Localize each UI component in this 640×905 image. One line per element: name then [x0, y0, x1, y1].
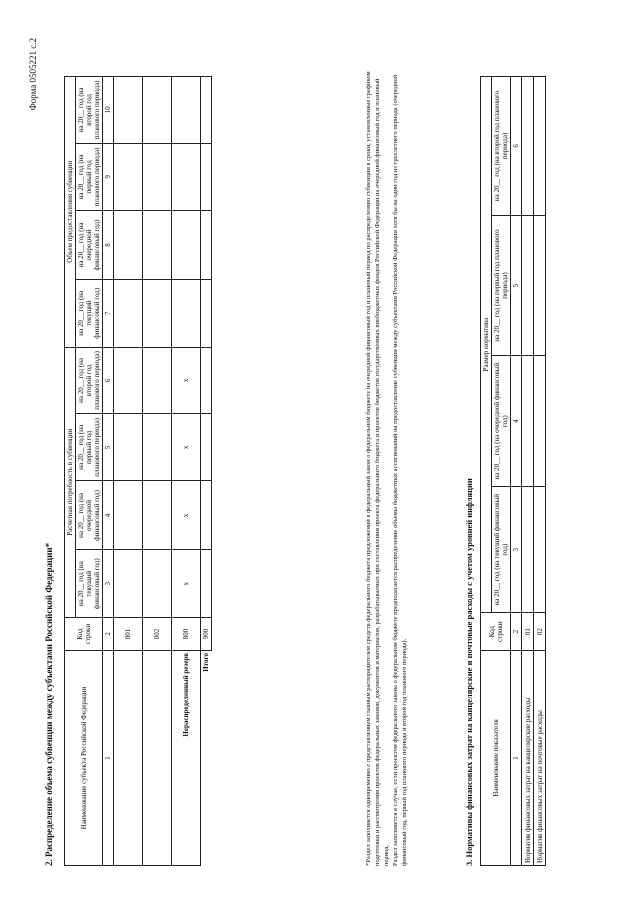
col-num: 5 [103, 414, 114, 481]
cell-value[interactable] [201, 280, 212, 348]
reserve-label: Нераспределенный резерв [172, 651, 201, 866]
header-code: Код строки [65, 618, 103, 651]
header-group2: Объем предоставления субвенции [65, 77, 76, 348]
cell-value[interactable] [534, 215, 546, 355]
header-group1: Расчетная потребность в субвенции [65, 347, 76, 617]
x-mark: x [172, 414, 201, 481]
col-num: 6 [511, 77, 522, 216]
cell-code: 002 [143, 618, 172, 651]
cell-value[interactable] [522, 77, 534, 216]
footnote-1: *Раздел заполняется одновременно с представлением главным распорядителем средств федерального бюджета предложений в федеральный закон о федеральном бюджете на очередной финансовый год и плановый период по распределению субвенции в сроки, установленные графиком подготовки и рассмотрения проектов федеральных законов, документов и материалов, разрабатываемых при составлении проекта федерального бюджета и проектов бюджетов государственных внебюджетных фондов Российской Федерации на очередной финансовый год и плановый период. [365, 71, 390, 866]
reserve-code: 800 [172, 618, 201, 651]
cell-value[interactable] [201, 550, 212, 618]
row-name: Норматив финансовых затрат на почтовые расходы [534, 651, 546, 866]
col-num: 7 [103, 280, 114, 348]
table-row [534, 77, 546, 866]
rotated-page [10, 12, 630, 892]
header-g1c4: на 20__ год (на второй год планового периода) [76, 347, 103, 414]
total-label: Итого [202, 653, 211, 672]
header-group: Размер норматива [481, 77, 492, 613]
header-g2c4: на 20__ год (на второй год планового периода) [76, 77, 103, 144]
col-num: 9 [103, 143, 114, 210]
cell-value[interactable] [201, 347, 212, 414]
cell-value[interactable] [143, 210, 172, 279]
cell-value[interactable] [114, 550, 143, 618]
header-g1c3: на 20__ год (на первый год планового периода) [76, 414, 103, 481]
col-num: 8 [103, 210, 114, 279]
header-c4: на 20__ год (на второй год планового периода) [492, 77, 511, 216]
header-g2c1: на 20__ год (на текущий финансовый год) [76, 280, 103, 348]
cell-value[interactable] [201, 481, 212, 550]
cell-value[interactable] [143, 280, 172, 348]
header-g1c1: на 20__ год (на текущий финансовый год) [76, 550, 103, 618]
x-mark: x [172, 481, 201, 550]
col-num: 4 [103, 481, 114, 550]
cell-value[interactable] [114, 143, 143, 210]
cell-value[interactable] [114, 481, 143, 550]
section2-title: 2. Распределение объема субвенции между субъектами Российской Федерации* [44, 542, 54, 866]
norms-table [480, 76, 546, 866]
total-code: 900 [201, 618, 212, 651]
cell-value[interactable] [534, 487, 546, 613]
cell-value[interactable] [114, 280, 143, 348]
header-c1: на 20__ год (на текущий финансовый год) [492, 487, 511, 613]
col-num: 3 [103, 550, 114, 618]
column-number-row [511, 77, 522, 866]
col-num: 1 [103, 651, 114, 866]
table-row [522, 77, 534, 866]
col-num: 10 [103, 77, 114, 144]
row-code: 02 [534, 613, 546, 651]
footnotes [364, 66, 409, 866]
cell-value[interactable] [143, 77, 172, 144]
col-num: 6 [103, 347, 114, 414]
col-num: 2 [103, 618, 114, 651]
header-name: Наименование субъекта Российской Федерации [65, 651, 103, 866]
x-mark: x [172, 347, 201, 414]
x-mark: x [172, 550, 201, 618]
subvention-distribution-table [64, 76, 212, 866]
cell-value[interactable] [522, 356, 534, 487]
column-number-row [103, 77, 114, 866]
cell-name[interactable] [114, 651, 143, 866]
cell-value[interactable] [114, 210, 143, 279]
header-g2c2: на 20__ год (на очередной финансовый год) [76, 210, 103, 279]
cell-value[interactable] [201, 414, 212, 481]
footnote-2: Раздел заполняется в случае, если проектом федерального закона о федеральном бюджете предполагается распределение объемы бюджетных ассигнований на предоставление субвенции между субъектами Российской Федерации хотя бы на один год из трехлетнего периода (очередной финансовый год, первый год планового периода и второй год планового периода). [392, 74, 408, 866]
cell-value[interactable] [143, 481, 172, 550]
cell-value[interactable] [201, 143, 212, 210]
col-num: 2 [511, 613, 522, 651]
header-code: Код строки [481, 613, 511, 651]
row-name: Норматив финансовых затрат на канцелярские расходы [522, 651, 534, 866]
cell-value[interactable] [114, 347, 143, 414]
cell-code: 001 [114, 618, 143, 651]
total-row [201, 77, 212, 866]
cell-value[interactable] [114, 77, 143, 144]
cell-value[interactable] [143, 143, 172, 210]
cell-value[interactable] [172, 210, 201, 279]
header-c2: на 20__ год (на очередной финансовый год) [492, 356, 511, 487]
header-g2c3: на 20__ год (на первый год планового периода) [76, 143, 103, 210]
col-num: 5 [511, 215, 522, 355]
col-num: 3 [511, 487, 522, 613]
cell-name[interactable] [143, 651, 172, 866]
cell-value[interactable] [534, 356, 546, 487]
reserve-row [172, 77, 201, 866]
col-num: 1 [511, 651, 522, 866]
cell-value[interactable] [522, 215, 534, 355]
cell-value[interactable] [143, 550, 172, 618]
cell-value[interactable] [522, 487, 534, 613]
header-c3: на 20__ год (на первый год планового периода) [492, 215, 511, 355]
cell-value[interactable] [143, 347, 172, 414]
cell-value[interactable] [114, 414, 143, 481]
table-row [143, 77, 172, 866]
header-name: Наименование показателя [481, 651, 511, 866]
form-code: Форма 0505221 с.2 [28, 38, 38, 111]
section3-title: 3. Нормативы финансовых затрат на канцелярские и почтовые расходы с учетом уровней инфляции [464, 478, 474, 866]
cell-value[interactable] [201, 210, 212, 279]
cell-value[interactable] [143, 414, 172, 481]
table-row [114, 77, 143, 866]
cell-value[interactable] [534, 77, 546, 216]
cell-value[interactable] [172, 143, 201, 210]
cell-value[interactable] [201, 77, 212, 144]
col-num: 4 [511, 356, 522, 487]
cell-value[interactable] [172, 280, 201, 348]
header-g1c2: на 20__ год (на очередной финансовый год) [76, 481, 103, 550]
row-code: 01 [522, 613, 534, 651]
cell-value[interactable] [172, 77, 201, 144]
